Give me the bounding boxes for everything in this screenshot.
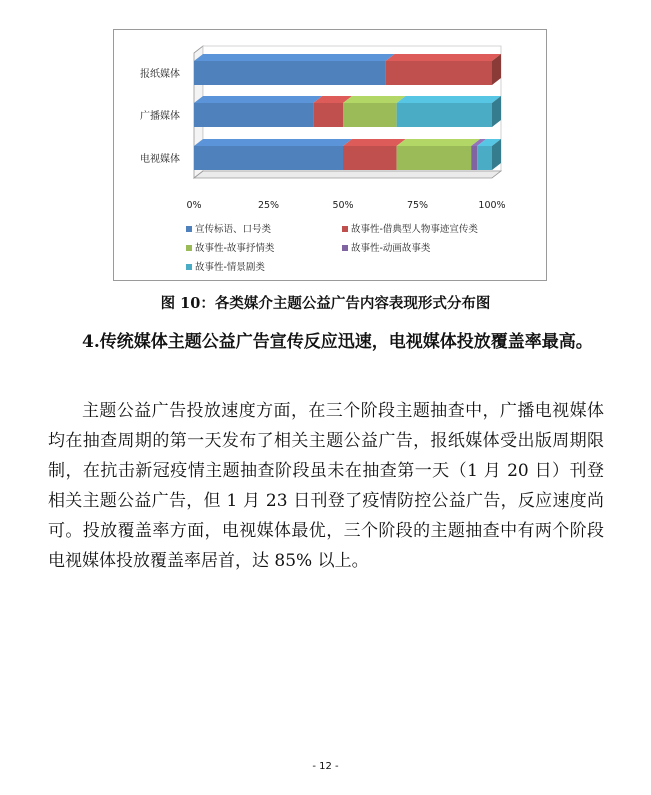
category-label-0: 报纸媒体 <box>140 69 180 80</box>
bar-0-series-0-top <box>194 54 395 61</box>
legend-swatch-4 <box>186 264 192 270</box>
bar-2-series-4 <box>477 146 492 170</box>
bar-0-series-1 <box>386 61 492 85</box>
legend-swatch-2 <box>186 245 192 251</box>
page-number: - 12 - <box>312 761 339 772</box>
bar-2-series-1-top <box>343 139 406 146</box>
x-tick-label-3: 75% <box>406 200 429 211</box>
body-paragraph: 主题公益广告投放速度方面，在三个阶段主题抽查中，广播电视媒体均在抽查周期的第一天发布了相关主题公益广告，报纸媒体受出版周期限制，在抗击新冠疫情主题抽查阶段虽未在抽查第一天（1 月 20 日）刊登相关主题公益广告，但 1 月 23 日刊登了疫情防控公益广告，反应速度尚可。投放覆盖率方面，电视媒体最优，三个阶段的主题抽查中有两个阶段电视媒体投放覆盖率居首，达 85% 以上。 <box>48 401 604 571</box>
bar-2-series-0-top <box>194 139 352 146</box>
bar-1-series-2 <box>343 103 397 127</box>
legend-swatch-1 <box>342 226 348 232</box>
bar-1-series-4-top <box>397 96 501 103</box>
bar-2-series-0 <box>194 146 343 170</box>
stacked-bar-chart <box>114 30 548 282</box>
legend-label-3: 故事性-动画故事类 <box>351 243 431 254</box>
legend-label-4: 故事性-情景剧类 <box>195 262 265 273</box>
x-tick-label-4: 100% <box>478 200 506 211</box>
bar-0-series-1-top <box>386 54 501 61</box>
legend-swatch-3 <box>342 245 348 251</box>
bar-0-series-0 <box>194 61 386 85</box>
legend-swatch-0 <box>186 226 192 232</box>
chart-floor <box>194 171 501 178</box>
x-tick-label-1: 25% <box>257 200 280 211</box>
bar-2-series-2-top <box>397 139 481 146</box>
legend-label-2: 故事性-故事抒情类 <box>195 243 275 254</box>
bar-2-series-3 <box>471 146 477 170</box>
legend-label-1: 故事性-借典型人物事迹宣传类 <box>351 224 478 235</box>
section-heading: 4.传统媒体主题公益广告宣传反应迅速，电视媒体投放覆盖率最高。 <box>82 332 593 352</box>
bar-1-series-0-top <box>194 96 322 103</box>
bar-1-series-0 <box>194 103 313 127</box>
legend-label-0: 宣传标语、口号类 <box>195 224 272 235</box>
category-label-1: 广播媒体 <box>140 111 180 122</box>
bar-1-series-1 <box>313 103 343 127</box>
category-label-2: 电视媒体 <box>140 154 180 165</box>
x-tick-label-2: 50% <box>332 200 354 211</box>
bar-2-series-1 <box>343 146 397 170</box>
bar-2-series-2 <box>397 146 472 170</box>
chart-container <box>113 29 547 281</box>
bar-1-series-2-top <box>343 96 406 103</box>
bar-1-series-4 <box>397 103 492 127</box>
figure-caption: 图 10：各类媒介主题公益广告内容表现形式分布图 <box>160 295 491 312</box>
x-tick-label-0: 0% <box>186 200 202 211</box>
